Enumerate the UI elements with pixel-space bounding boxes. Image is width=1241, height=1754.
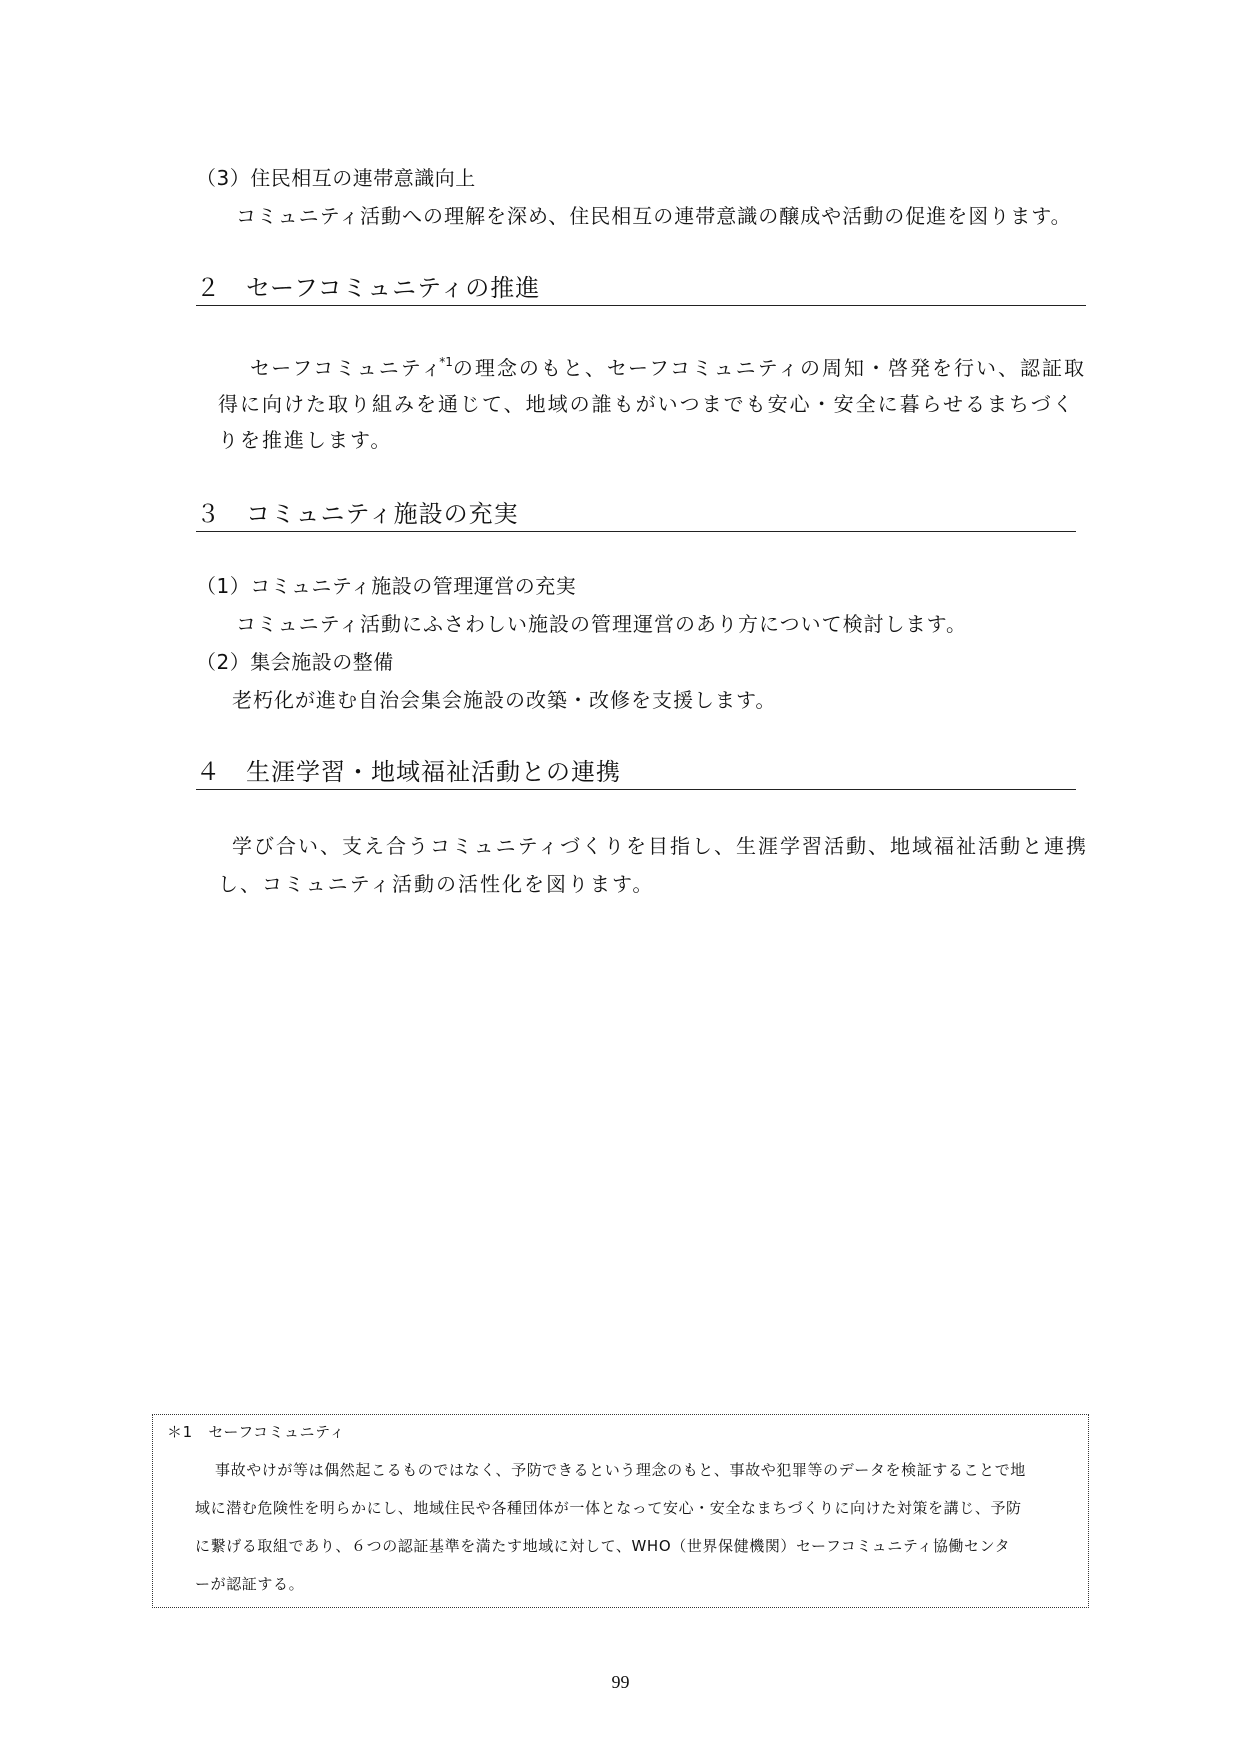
footnote-line-3: に繋げる取組であり、６つの認証基準を満たす地域に対して、WHO（世界保健機関）セーフコミュニティ協働センタ [195,1537,1011,1555]
section3-item-body-2: 老朽化が進む自治会集会施設の改築・改修を支援します。 [232,688,777,712]
section2-line-1a: セーフコミュニティ [250,356,444,380]
section4-line-2: し、コミュニティ活動の活性化を図ります。 [218,872,655,896]
footnote-label: ＊1 セーフコミュニティ [167,1423,346,1441]
item-body-3: コミュニティ活動への理解を深め、住民相互の連帯意識の醸成や活動の促進を図ります。 [236,204,1072,228]
section-title-4: ４ 生涯学習・地域福祉活動との連携 [196,752,1076,790]
footnote-reference: *1 [439,355,453,369]
section-title-2: ２ セーフコミュニティの推進 [196,268,1086,306]
footnote-line-4: ーが認証する。 [195,1575,305,1593]
footnote-box [152,1414,1089,1608]
section2-line-2: 得に向けた取り組みを通じて、地域の誰もがいつまでも安心・安全に暮らせるまちづく [218,392,1075,416]
section3-item-body-1: コミュニティ活動にふさわしい施設の管理運営のあり方について検討します。 [236,612,967,636]
section4-line-1: 学び合い、支え合うコミュニティづくりを目指し、生涯学習活動、地域福祉活動と連携 [232,834,1088,858]
section3-item-heading-1: （1）コミュニティ施設の管理運営の充実 [196,574,577,598]
item-heading-3: （3）住民相互の連帯意識向上 [196,166,476,190]
section-title-3: ３ コミュニティ施設の充実 [196,494,1076,532]
footnote-line-1: 事故やけが等は偶然起こるものではなく、予防できるという理念のもと、事故や犯罪等のデータを検証することで地 [215,1461,1026,1479]
page-number: 99 [611,1672,630,1692]
section2-line-1 [250,352,1086,381]
section3-item-heading-2: （2）集会施設の整備 [196,650,394,674]
footnote-line-2: 域に潜む危険性を明らかにし、地域住民や各種団体が一体となって安心・安全なまちづくりに向けた対策を講じ、予防 [195,1499,1022,1517]
section2-line-1b: の理念のもと、セーフコミュニティの周知・啓発を行い、認証取 [452,356,1087,380]
section2-line-3: りを推進します。 [218,428,393,452]
